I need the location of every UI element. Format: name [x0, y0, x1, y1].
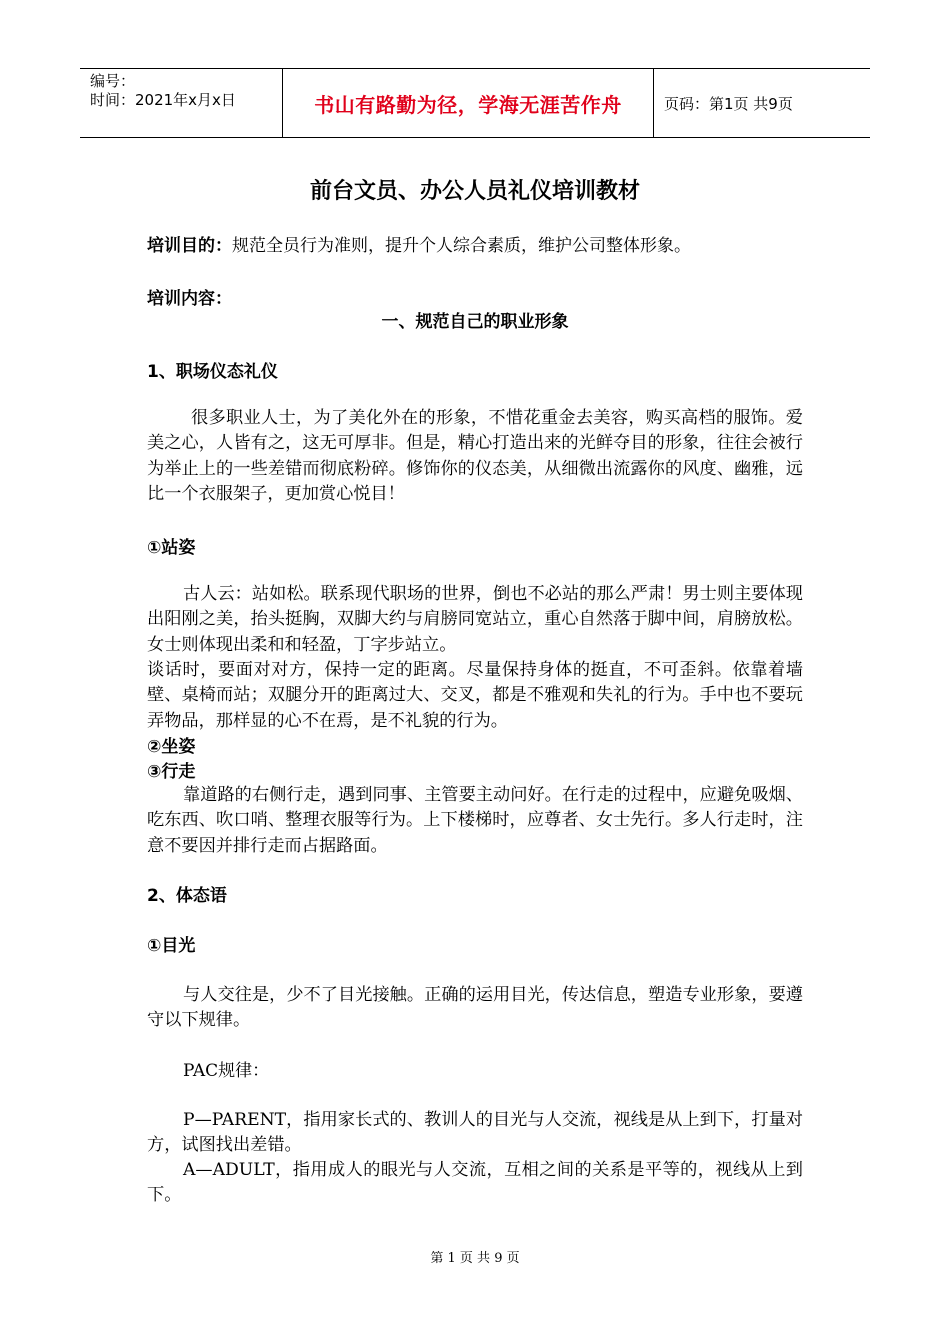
header-time: 时间：2021年x月x日 — [90, 91, 236, 109]
heading-stand: ①站姿 — [147, 538, 196, 558]
subsection-title-1: 1、职场仪态礼仪 — [147, 362, 278, 382]
paragraph-stand-2: 谈话时，要面对对方，保持一定的距离。尽量保持身体的挺直，不可歪斜。依靠着墙壁、桌椅而站；双腿分开的距离过大、交叉，都是不雅观和失礼的行为。手中也不要玩弄物品，那样显的心不在焉，是不礼貌的行为。 — [147, 660, 803, 731]
pac-title: PAC规律： — [183, 1061, 270, 1081]
heading-eye: ①目光 — [147, 936, 196, 956]
header-page-info: 页码：第1页 共9页 — [664, 94, 793, 113]
paragraph-eye: 与人交往是，少不了目光接触。正确的运用目光，传达信息，塑造专业形象，要遵守以下规律。 — [147, 985, 803, 1031]
paragraph-walk: 靠道路的右侧行走，遇到同事、主管要主动问好。在行走的过程中，应避免吸烟、吃东西、吹口哨、整理衣服等行为。上下楼梯时，应尊者、女士先行。多人行走时，注意不要因并排行走而占据路面。 — [147, 785, 803, 856]
paragraph-stand-1: 古人云：站如松。联系现代职场的世界，倒也不必站的那么严肃！男士则主要体现出阳刚之美，抬头挺胸，双脚大约与肩膀同宽站立，重心自然落于脚中间，肩膀放松。女士则体现出柔和和轻盈，丁字步站立。 — [147, 584, 803, 655]
heading-walk: ③行走 — [147, 762, 196, 782]
page-footer: 第 1 页 共 9 页 — [430, 1251, 520, 1266]
header-number: 编号： — [90, 72, 136, 90]
subsection-title-2: 2、体态语 — [147, 886, 227, 906]
paragraph-parent: P—PARENT，指用家长式的、教训人的目光与人交流，视线是从上到下，打量对方，试图找出差错。 — [147, 1110, 803, 1156]
section-title: 一、规范自己的职业形象 — [381, 312, 569, 332]
document-title: 前台文员、办公人员礼仪培训教材 — [309, 179, 640, 204]
header-motto: 书山有路勤为径，学海无涯苦作舟 — [314, 92, 622, 117]
content-label: 培训内容： — [147, 289, 232, 309]
paragraph-adult: A—ADULT，指用成人的眼光与人交流，互相之间的关系是平等的，视线从上到下。 — [147, 1160, 803, 1206]
purpose-text: 规范全员行为准则，提升个人综合素质，维护公司整体形象。 — [232, 236, 691, 256]
heading-sit: ②坐姿 — [147, 737, 196, 757]
header-motto-cell — [282, 69, 654, 137]
purpose-label: 培训目的： — [147, 236, 232, 256]
header-meta — [80, 69, 282, 137]
purpose-line — [147, 233, 691, 259]
paragraph-intro: 很多职业人士，为了美化外在的形象，不惜花重金去美容，购买高档的服饰。爱美之心，人皆有之，这无可厚非。但是，精心打造出来的光鲜夺目的形象，往往会被行为举止上的一些差错而彻底粉碎。修饰你的仪态美，从细微出流露你的风度、幽雅，远比一个衣服架子，更加赏心悦目！ — [147, 408, 803, 505]
document-header — [80, 68, 870, 138]
